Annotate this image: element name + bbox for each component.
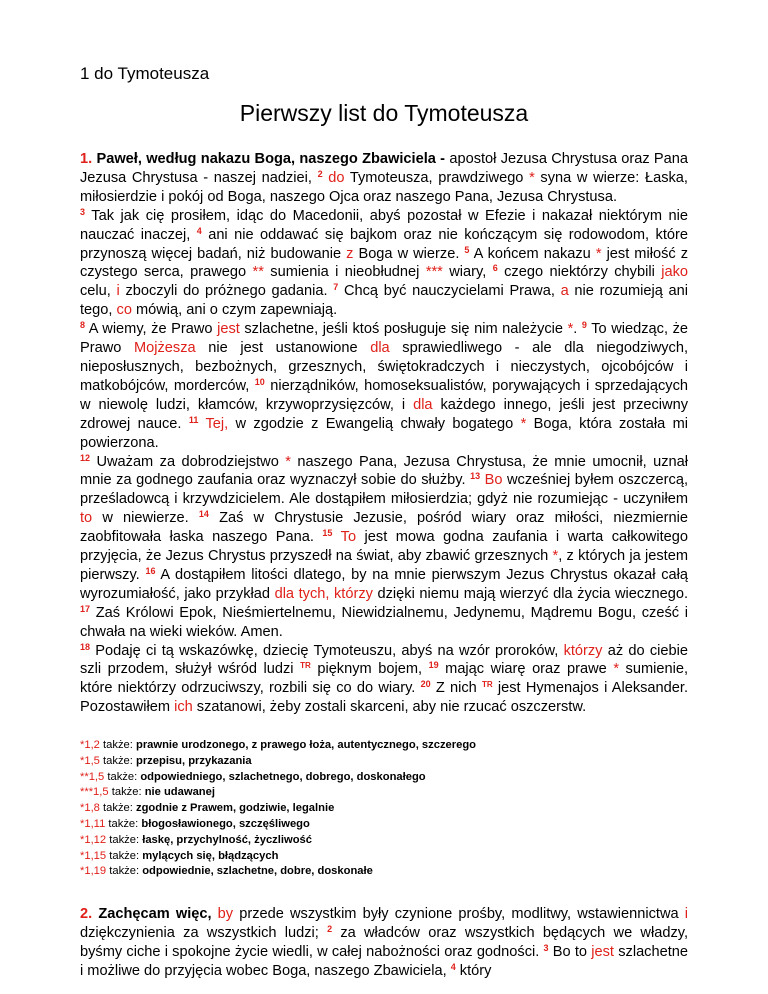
footnote-text: mylących się, błądzących	[142, 849, 279, 862]
footnote-also: także:	[99, 739, 136, 751]
added-word: którzy	[563, 642, 603, 659]
footnote	[80, 754, 688, 770]
added-word: dla	[370, 340, 390, 357]
added-word: dla tych, którzy	[274, 585, 373, 602]
added-word: Mojżesza	[133, 340, 196, 357]
footnote-marker: *	[567, 321, 574, 338]
footnote-also: także:	[108, 786, 145, 799]
added-word: Bo	[484, 472, 503, 489]
added-word: co	[116, 302, 132, 319]
verse-number: 8	[80, 320, 86, 331]
verse-text: który	[455, 962, 492, 979]
footnote-ref: *1,15	[80, 849, 107, 862]
added-word: jest	[591, 943, 614, 960]
verse-text: pięknym bojem,	[310, 661, 429, 678]
textus-receptus-marker: TR	[300, 661, 311, 671]
footnote-text: łaskę, przychylność, życzliwość	[142, 833, 312, 846]
added-word: z	[346, 245, 354, 262]
verse-number: 14	[198, 509, 209, 520]
verse-text: szatanowi, żeby zostali skarceni, aby nie rzucać oszczerstw.	[192, 699, 587, 716]
verse-text: Boga, która została mi powierzona.	[80, 415, 688, 451]
added-word: To	[340, 529, 357, 546]
verse-number: 18	[80, 641, 91, 652]
verse-text: czego niektórzy chybili	[497, 264, 662, 281]
verse-text: wcześniej byłem oszczercą, prześladowcą i krzywdzicielem. Ale dostąpiłem miłosierdzia; gdyż nie rozumiejąc - uczyniłem	[80, 472, 689, 508]
verse-text: Uważam za dobrodziejstwo	[90, 453, 286, 470]
verse-text: każdego innego, jeśli jest przeciwny zdrowej nauce.	[80, 396, 689, 432]
footnote-also: także:	[106, 865, 143, 878]
footnote-ref: *1,19	[80, 865, 107, 878]
footnote-also: także:	[106, 849, 143, 862]
verse-text: mówią, ani o czym zapewniają.	[131, 302, 338, 319]
verse-text: zboczyli do próżnego gadania.	[119, 283, 334, 300]
verse-text: ani nie oddawać się bajkom oraz nie kończącym się rodowodom, które przynoszą więcej badań, niż budowanie	[80, 226, 688, 262]
chapter-number: 2.	[80, 906, 93, 922]
added-word: a	[560, 283, 569, 300]
verse-number: 15	[322, 528, 333, 539]
chapter-lead: Paweł, według nakazu Boga, naszego Zbawiciela -	[96, 151, 446, 167]
chapter-lead: Zachęcam więc,	[98, 906, 212, 922]
verse-number: 2	[317, 168, 323, 179]
verse-number: 6	[492, 263, 498, 274]
chapter-number: 1.	[80, 151, 93, 167]
verse-text: przede wszystkim były czynione prośby, modlitwy, wstawiennictwa	[233, 906, 685, 922]
verse-number: 16	[145, 565, 156, 576]
verse-number: 10	[254, 376, 265, 387]
footnote-also: także:	[106, 833, 143, 846]
verse-text: nie rozumieją ani tego,	[80, 283, 688, 319]
chapter-2	[80, 905, 688, 981]
footnote-also: także:	[105, 817, 142, 830]
added-word: i	[684, 906, 688, 922]
footnote-text: odpowiednie, szlachetne, dobre, doskonałe	[142, 865, 373, 878]
verse-text: sumienia i nieobłudnej	[263, 264, 426, 281]
footnote-text: przepisu, przykazania	[135, 754, 252, 767]
verse-text: To wiedząc, że Prawo	[80, 321, 688, 357]
added-word: do	[328, 169, 345, 186]
footnote-marker: *	[613, 661, 619, 678]
footnote-ref: *1,2	[80, 739, 100, 751]
verse-text: A końcem nakazu	[469, 245, 596, 262]
footnote	[80, 770, 688, 786]
footnote	[80, 738, 688, 754]
verse-number: 7	[333, 282, 339, 293]
verse-text: nierządników, homoseksualistów, porywających i sprzedających w niewolę ludzi, kłamców, krzywoprzysięzców, i	[80, 377, 688, 413]
added-word: Tej,	[205, 415, 229, 432]
verse-number: 20	[420, 679, 431, 690]
verse-text: apostoł Jezusa Chrystusa oraz Pana Jezusa Chrystusa - naszej nadziei,	[80, 151, 689, 186]
footnote-marker: *	[529, 169, 535, 186]
added-word: by	[217, 906, 234, 922]
verse-text: , z których ja jestem pierwszy.	[80, 548, 689, 583]
footnote-ref: *1,11	[80, 817, 106, 830]
verse-text: dziękczynienia za wszystkich ludzi;	[80, 924, 328, 941]
chapter-1	[80, 150, 688, 717]
verse-number: 19	[428, 660, 439, 671]
verse-number: 13	[470, 471, 481, 482]
verse-text: szlachetne, jeśli ktoś posługuje się nim należycie	[239, 321, 568, 338]
verse-number: 4	[196, 225, 202, 236]
verse-text: Z nich	[430, 680, 482, 697]
verse-text: szlachetne i możliwe do przyjęcia wobec Boga, naszego Zbawiciela,	[80, 943, 689, 979]
verse-text: Zaś Królowi Epok, Nieśmiertelnemu, Niewidzialnemu, Jedynemu, Mądremu Bogu, cześć i chwała na wieki wieków. Amen.	[80, 604, 688, 640]
footnote-marker: *	[552, 548, 559, 565]
verse-text: wiary,	[442, 264, 493, 281]
verse-text: mając wiarę oraz prawe	[438, 661, 614, 678]
verse-text: A dostąpiłem litości dlatego, by na mnie pierwszym Jezus Chrystus okazał całą wyrozumiałość, jako przykład	[80, 566, 688, 602]
verse-text: A wiemy, że Prawo	[85, 321, 218, 338]
footnote-marker: *	[520, 415, 527, 432]
verse-number: 3	[543, 942, 549, 953]
footnote-text: błogosławionego, szczęśliwego	[141, 817, 310, 830]
verse-text: w niewierze.	[92, 510, 199, 527]
footnote-marker: *	[285, 453, 291, 470]
verse-number: 5	[464, 244, 470, 255]
footnote-ref: ***1,5	[80, 786, 109, 799]
verse-text: Podaję ci tą wskazówkę, dziecię Tymoteuszu, abyś na wzór proroków,	[90, 642, 564, 659]
added-word: ich	[174, 699, 193, 716]
added-word: to	[80, 510, 93, 527]
footnote	[80, 864, 688, 880]
verse-text: Chcą być nauczycielami Prawa,	[338, 283, 561, 300]
footnote-text: zgodnie z Prawem, godziwie, legalnie	[135, 802, 335, 815]
verse-text: Tak jak cię prosiłem, idąc do Macedonii, abyś pozostał w Efezie i nakazał niektórym nie nauczać inaczej,	[80, 207, 688, 243]
footnote-text: odpowiedniego, szlachetnego, dobrego, doskonałego	[140, 770, 426, 783]
footnote	[80, 849, 688, 865]
footnote	[80, 801, 688, 817]
verse-text: nie jest ustanowione	[195, 340, 371, 357]
verse-number: 2	[327, 923, 333, 934]
verse-text: jest Hymenajos i Aleksander. Pozostawiłem	[80, 680, 689, 716]
footnote-text: nie udawanej	[144, 786, 215, 799]
verse-text: syna w wierze: Łaska, miłosierdzie i pokój od Boga, naszego Ojca oraz naszego Pana, Jezusa Chrystusa.	[80, 169, 688, 205]
footnote-marker: **	[252, 264, 264, 281]
footnote-ref: **1,5	[80, 770, 105, 783]
footnote-marker: ***	[425, 264, 443, 281]
verse-text: jest mowa godna zaufania i warta całkowitego przyjęcia, że Jezus Chrystus przyszedł na świat, aby zbawić grzesznych	[80, 529, 688, 565]
verse-text: Bo to	[548, 943, 592, 960]
added-word: jest	[217, 321, 240, 338]
verse-text: w zgodzie z Ewangelią chwały bogatego	[228, 415, 521, 432]
footnote-also: także:	[99, 754, 136, 767]
verse-number: 12	[80, 452, 91, 463]
running-title: 1 do Tymoteusza	[80, 64, 210, 83]
verse-number: 4	[450, 961, 456, 972]
added-word: jako	[661, 264, 689, 281]
footnote	[80, 817, 688, 833]
textus-receptus-marker: TR	[482, 680, 493, 690]
page-title: Pierwszy list do Tymoteusza	[239, 100, 529, 126]
verse-text: dzięki niemu mają wierzyć dla życia wiecznego.	[372, 585, 688, 602]
verse-number: 11	[188, 414, 199, 425]
verse-text: .	[573, 321, 582, 338]
verse-text: naszego Pana, Jezusa Chrystusa, że mnie umocnił, uznał mnie za godnego zaufania oraz wyznaczył sobie do służby.	[80, 453, 689, 489]
verse-text: celu,	[80, 283, 117, 300]
footnotes	[80, 738, 688, 880]
verse-text: aż do ciebie szli przodem, służył wśród ludzi	[80, 642, 688, 678]
footnote-marker: *	[595, 245, 602, 262]
footnote-also: także:	[104, 770, 141, 783]
verse-number: 9	[581, 320, 587, 331]
verse-text: Zaś w Chrystusie Jezusie, pośród wiary oraz miłości, niezmiernie zaobfitowała łaska naszego Pana.	[80, 510, 688, 546]
verse-text: jest miłość z czystego serca, prawego	[80, 245, 688, 281]
verse-text: sprawiedliwego - ale dla niegodziwych, nieposłusznych, bezbożnych, grzesznych, świętokradczych i nieczystych, ojcobójców i matkobójców, morderców,	[80, 340, 688, 394]
footnote-ref: *1,5	[80, 754, 100, 767]
verse-text: sumienie, które niektórzy odrzuciwszy, rozbili się co do wiary.	[80, 661, 689, 697]
footnote-also: także:	[99, 802, 136, 815]
added-word: i	[116, 283, 120, 300]
footnote-text: prawnie urodzonego, z prawego łoża, autentycznego, szczerego	[135, 739, 477, 751]
verse-number: 17	[80, 603, 91, 614]
footnote	[80, 785, 688, 801]
verse-number: 3	[80, 206, 86, 217]
verse-text: Boga w wierze.	[353, 245, 465, 262]
verse-text: za władców oraz wszystkich będących we władzy, byśmy ciche i spokojne życie wiedli, w całej nabożności oraz godności.	[80, 924, 689, 960]
footnote-ref: *1,12	[80, 833, 107, 846]
added-word: dla	[413, 396, 433, 413]
verse-text: Tymoteusza, prawdziwego	[344, 169, 530, 186]
footnote-ref: *1,8	[80, 802, 100, 815]
footnote	[80, 833, 688, 849]
